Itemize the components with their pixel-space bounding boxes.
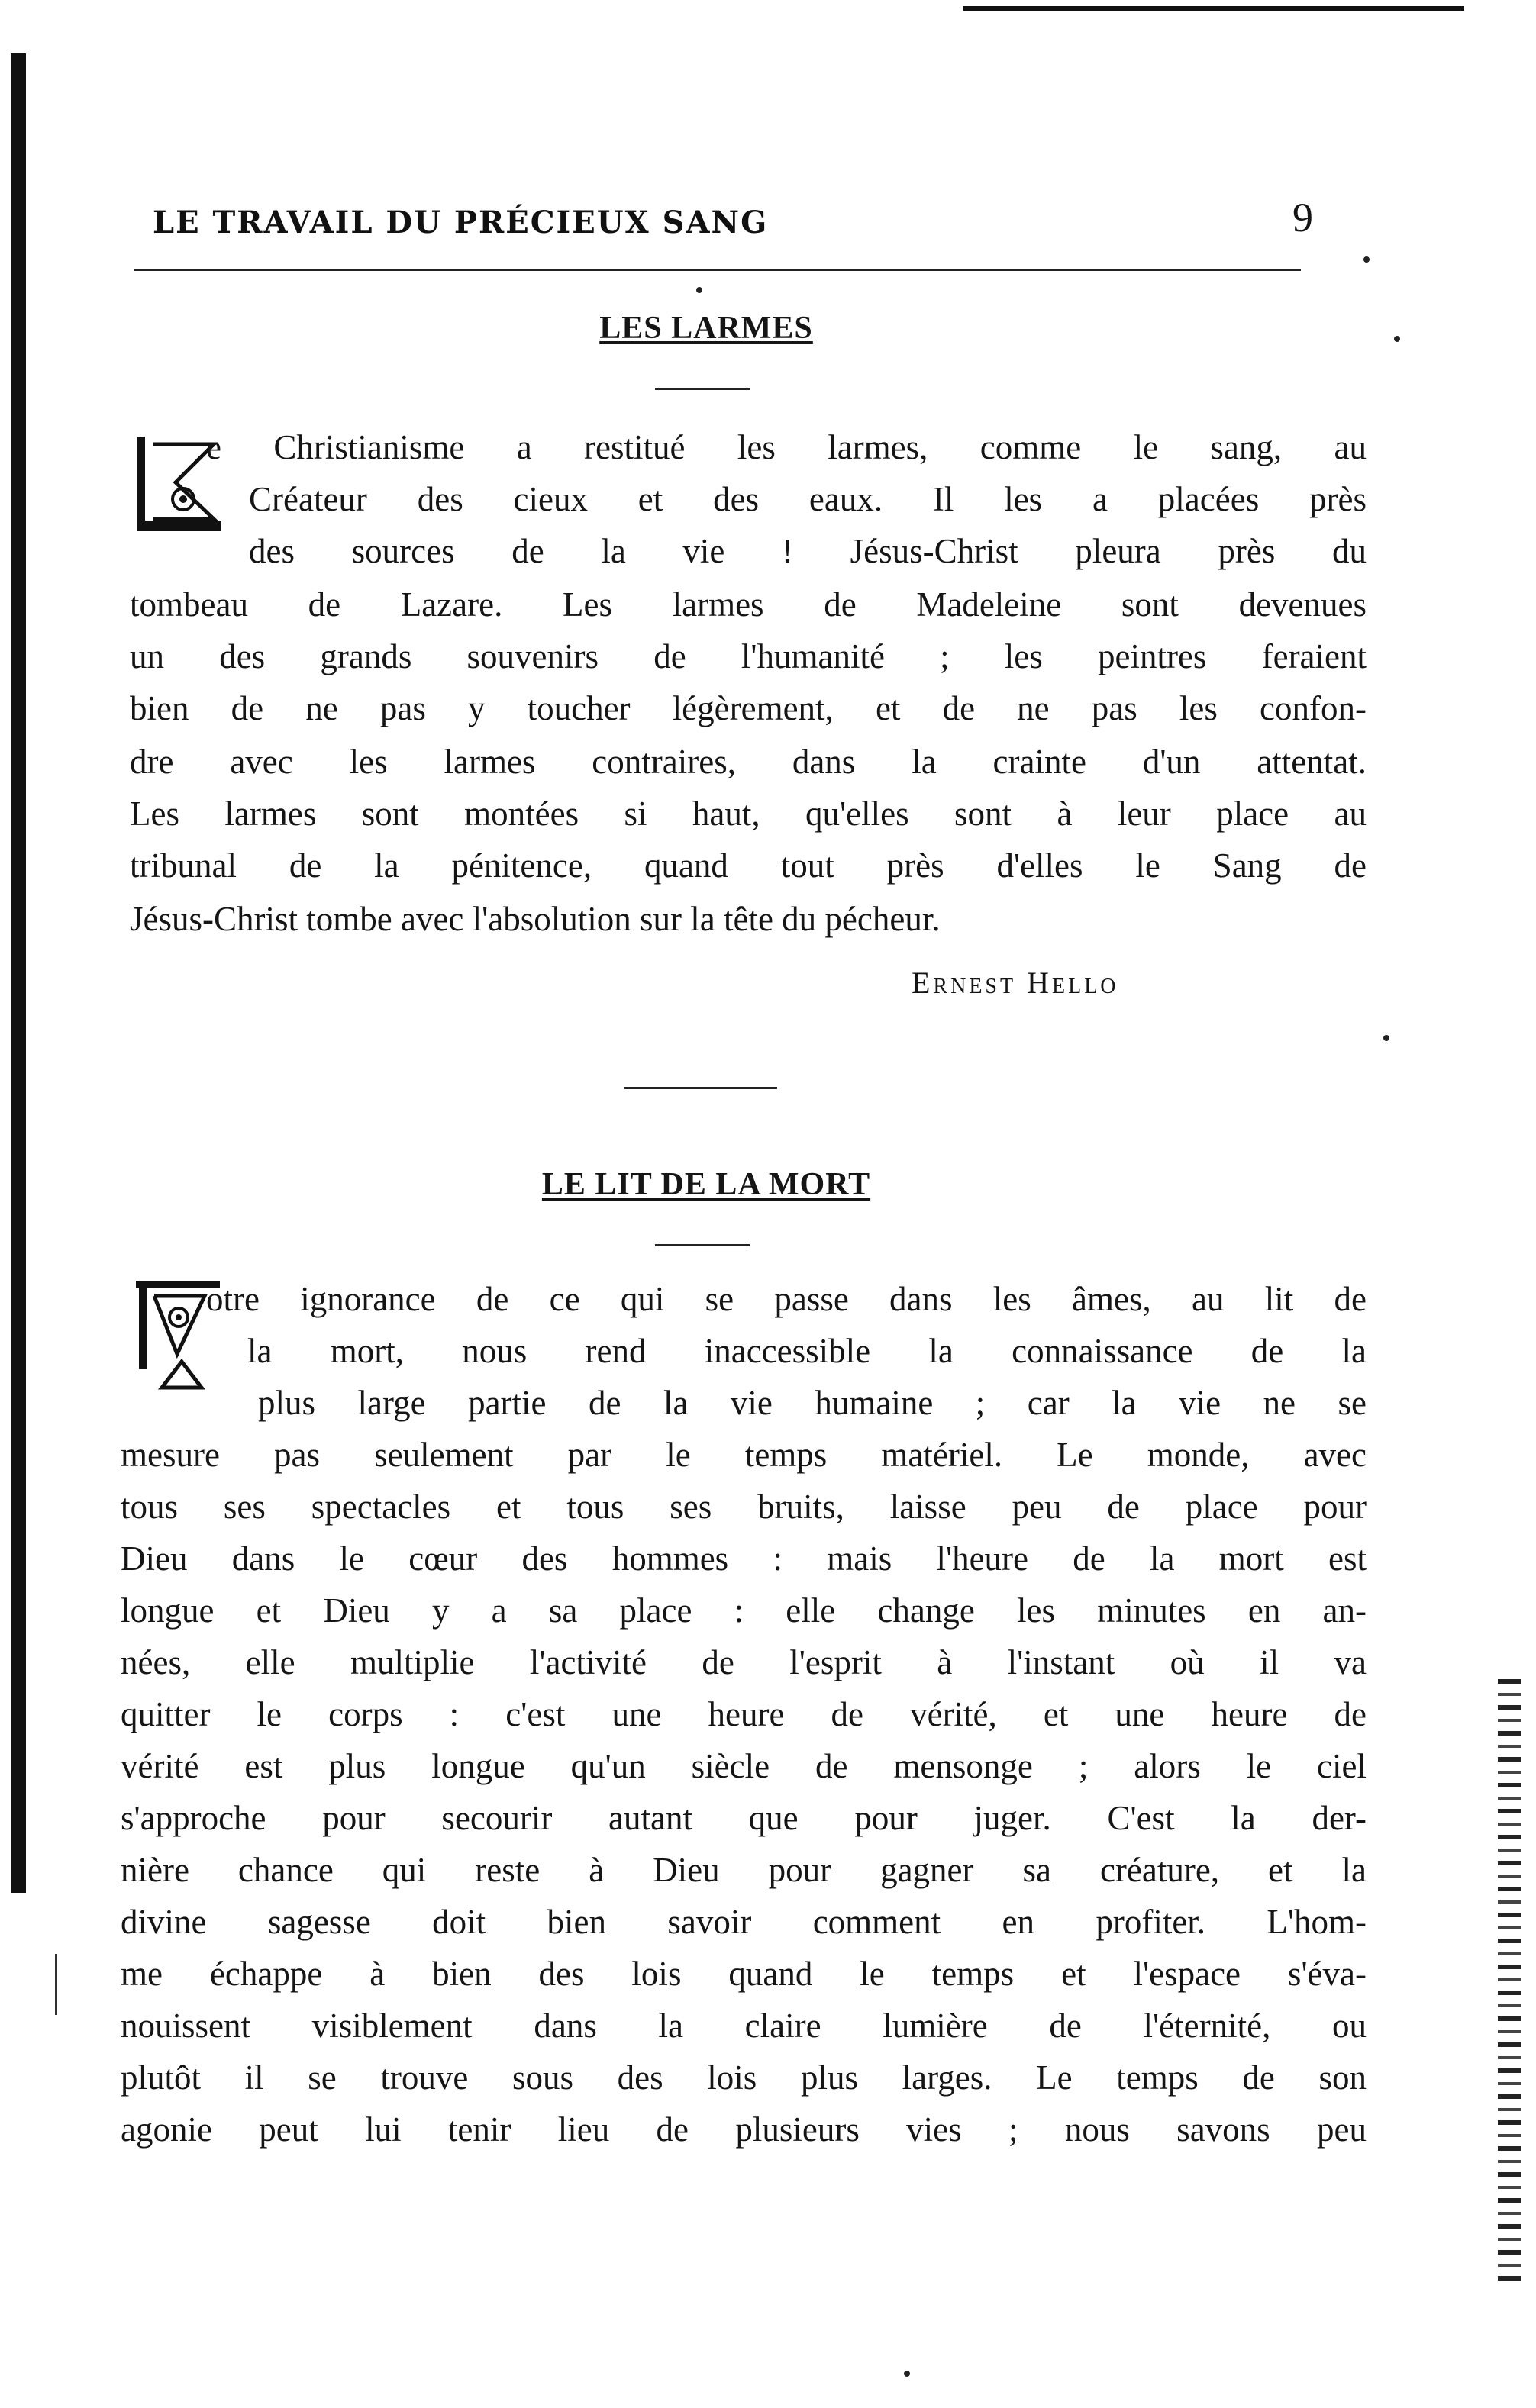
header-ornament: LE TRAVAIL DU PRÉCIEUX SANG	[153, 205, 769, 240]
text-line: me échappe à bien des lois quand le temps et l'espace s'éva-	[121, 1955, 1367, 1993]
section1-body	[130, 427, 1367, 962]
running-header	[153, 189, 1313, 250]
text-line: Jésus-Christ tombe avec l'absolution sur la tête du pécheur.	[130, 900, 941, 938]
text-line: dre avec les larmes contraires, dans la crainte d'un attentat.	[130, 743, 1367, 781]
top-edge-rule	[963, 6, 1464, 11]
speck	[696, 287, 702, 293]
text-line: quitter le corps : c'est une heure de vérité, et une heure de	[121, 1695, 1367, 1733]
text-line: nière chance qui reste à Dieu pour gagner sa créature, et la	[121, 1851, 1367, 1889]
header-rule	[134, 269, 1301, 271]
text-line: plutôt il se trouve sous des lois plus larges. Le temps de son	[121, 2058, 1367, 2097]
text-line: plus large partie de la vie humaine ; car la vie ne se	[258, 1384, 1367, 1422]
section-divider	[624, 1087, 777, 1089]
text-line: agonie peut lui tenir lieu de plusieurs vies ; nous savons peu	[121, 2110, 1367, 2149]
text-line: Les larmes sont montées si haut, qu'elles sont à leur place au	[130, 795, 1367, 833]
text-line: otre ignorance de ce qui se passe dans les âmes, au lit de	[206, 1280, 1367, 1318]
speck	[904, 2371, 910, 2377]
text-line: vérité est plus longue qu'un siècle de mensonge ; alors le ciel	[121, 1747, 1367, 1785]
text-line: la mort, nous rend inaccessible la connaissance de la	[247, 1332, 1367, 1370]
speck	[1363, 256, 1370, 263]
text-line: un des grands souvenirs de l'humanité ; les peintres feraient	[130, 637, 1367, 675]
section-title-les-larmes: LES LARMES	[599, 311, 813, 346]
text-line: tous ses spectacles et tous ses bruits, laisse peu de place pour	[121, 1488, 1367, 1526]
text-line: nouissent visiblement dans la claire lumière de l'éternité, ou	[121, 2007, 1367, 2045]
text-line: tombeau de Lazare. Les larmes de Madeleine sont devenues	[130, 585, 1367, 624]
text-line: s'approche pour secourir autant que pour juger. C'est la der-	[121, 1799, 1367, 1837]
speck	[1383, 1035, 1389, 1041]
text-line: divine sagesse doit bien savoir comment en profiter. L'hom-	[121, 1903, 1367, 1941]
title-rule	[655, 388, 750, 390]
section-title-le-lit-de-la-mort: LE LIT DE LA MORT	[541, 1167, 871, 1202]
right-edge-artifact	[1498, 1679, 1521, 2290]
text-line: Dieu dans le cœur des hommes : mais l'heure de la mort est	[121, 1539, 1367, 1578]
text-line: nées, elle multiplie l'activité de l'esprit à l'instant où il va	[121, 1643, 1367, 1681]
page-number: 9	[1292, 195, 1313, 240]
text-line: tribunal de la pénitence, quand tout près d'elles le Sang de	[130, 846, 1367, 885]
text-line: Créateur des cieux et des eaux. Il les a placées près	[249, 480, 1367, 518]
text-line: des sources de la vie ! Jésus-Christ pleura près du	[249, 532, 1367, 570]
section2-body	[121, 1279, 1367, 2195]
text-line: mesure pas seulement par le temps matériel. Le monde, avec	[121, 1436, 1367, 1474]
title-rule	[655, 1244, 750, 1246]
left-margin-mark	[55, 1954, 57, 2015]
text-line: longue et Dieu y a sa place : elle change les minutes en an-	[121, 1591, 1367, 1630]
text-line: e Christianisme a restitué les larmes, comme le sang, au	[206, 428, 1367, 466]
author-signature: Ernest Hello	[912, 965, 1119, 1000]
text-line: bien de ne pas y toucher légèrement, et de ne pas les confon-	[130, 689, 1367, 727]
